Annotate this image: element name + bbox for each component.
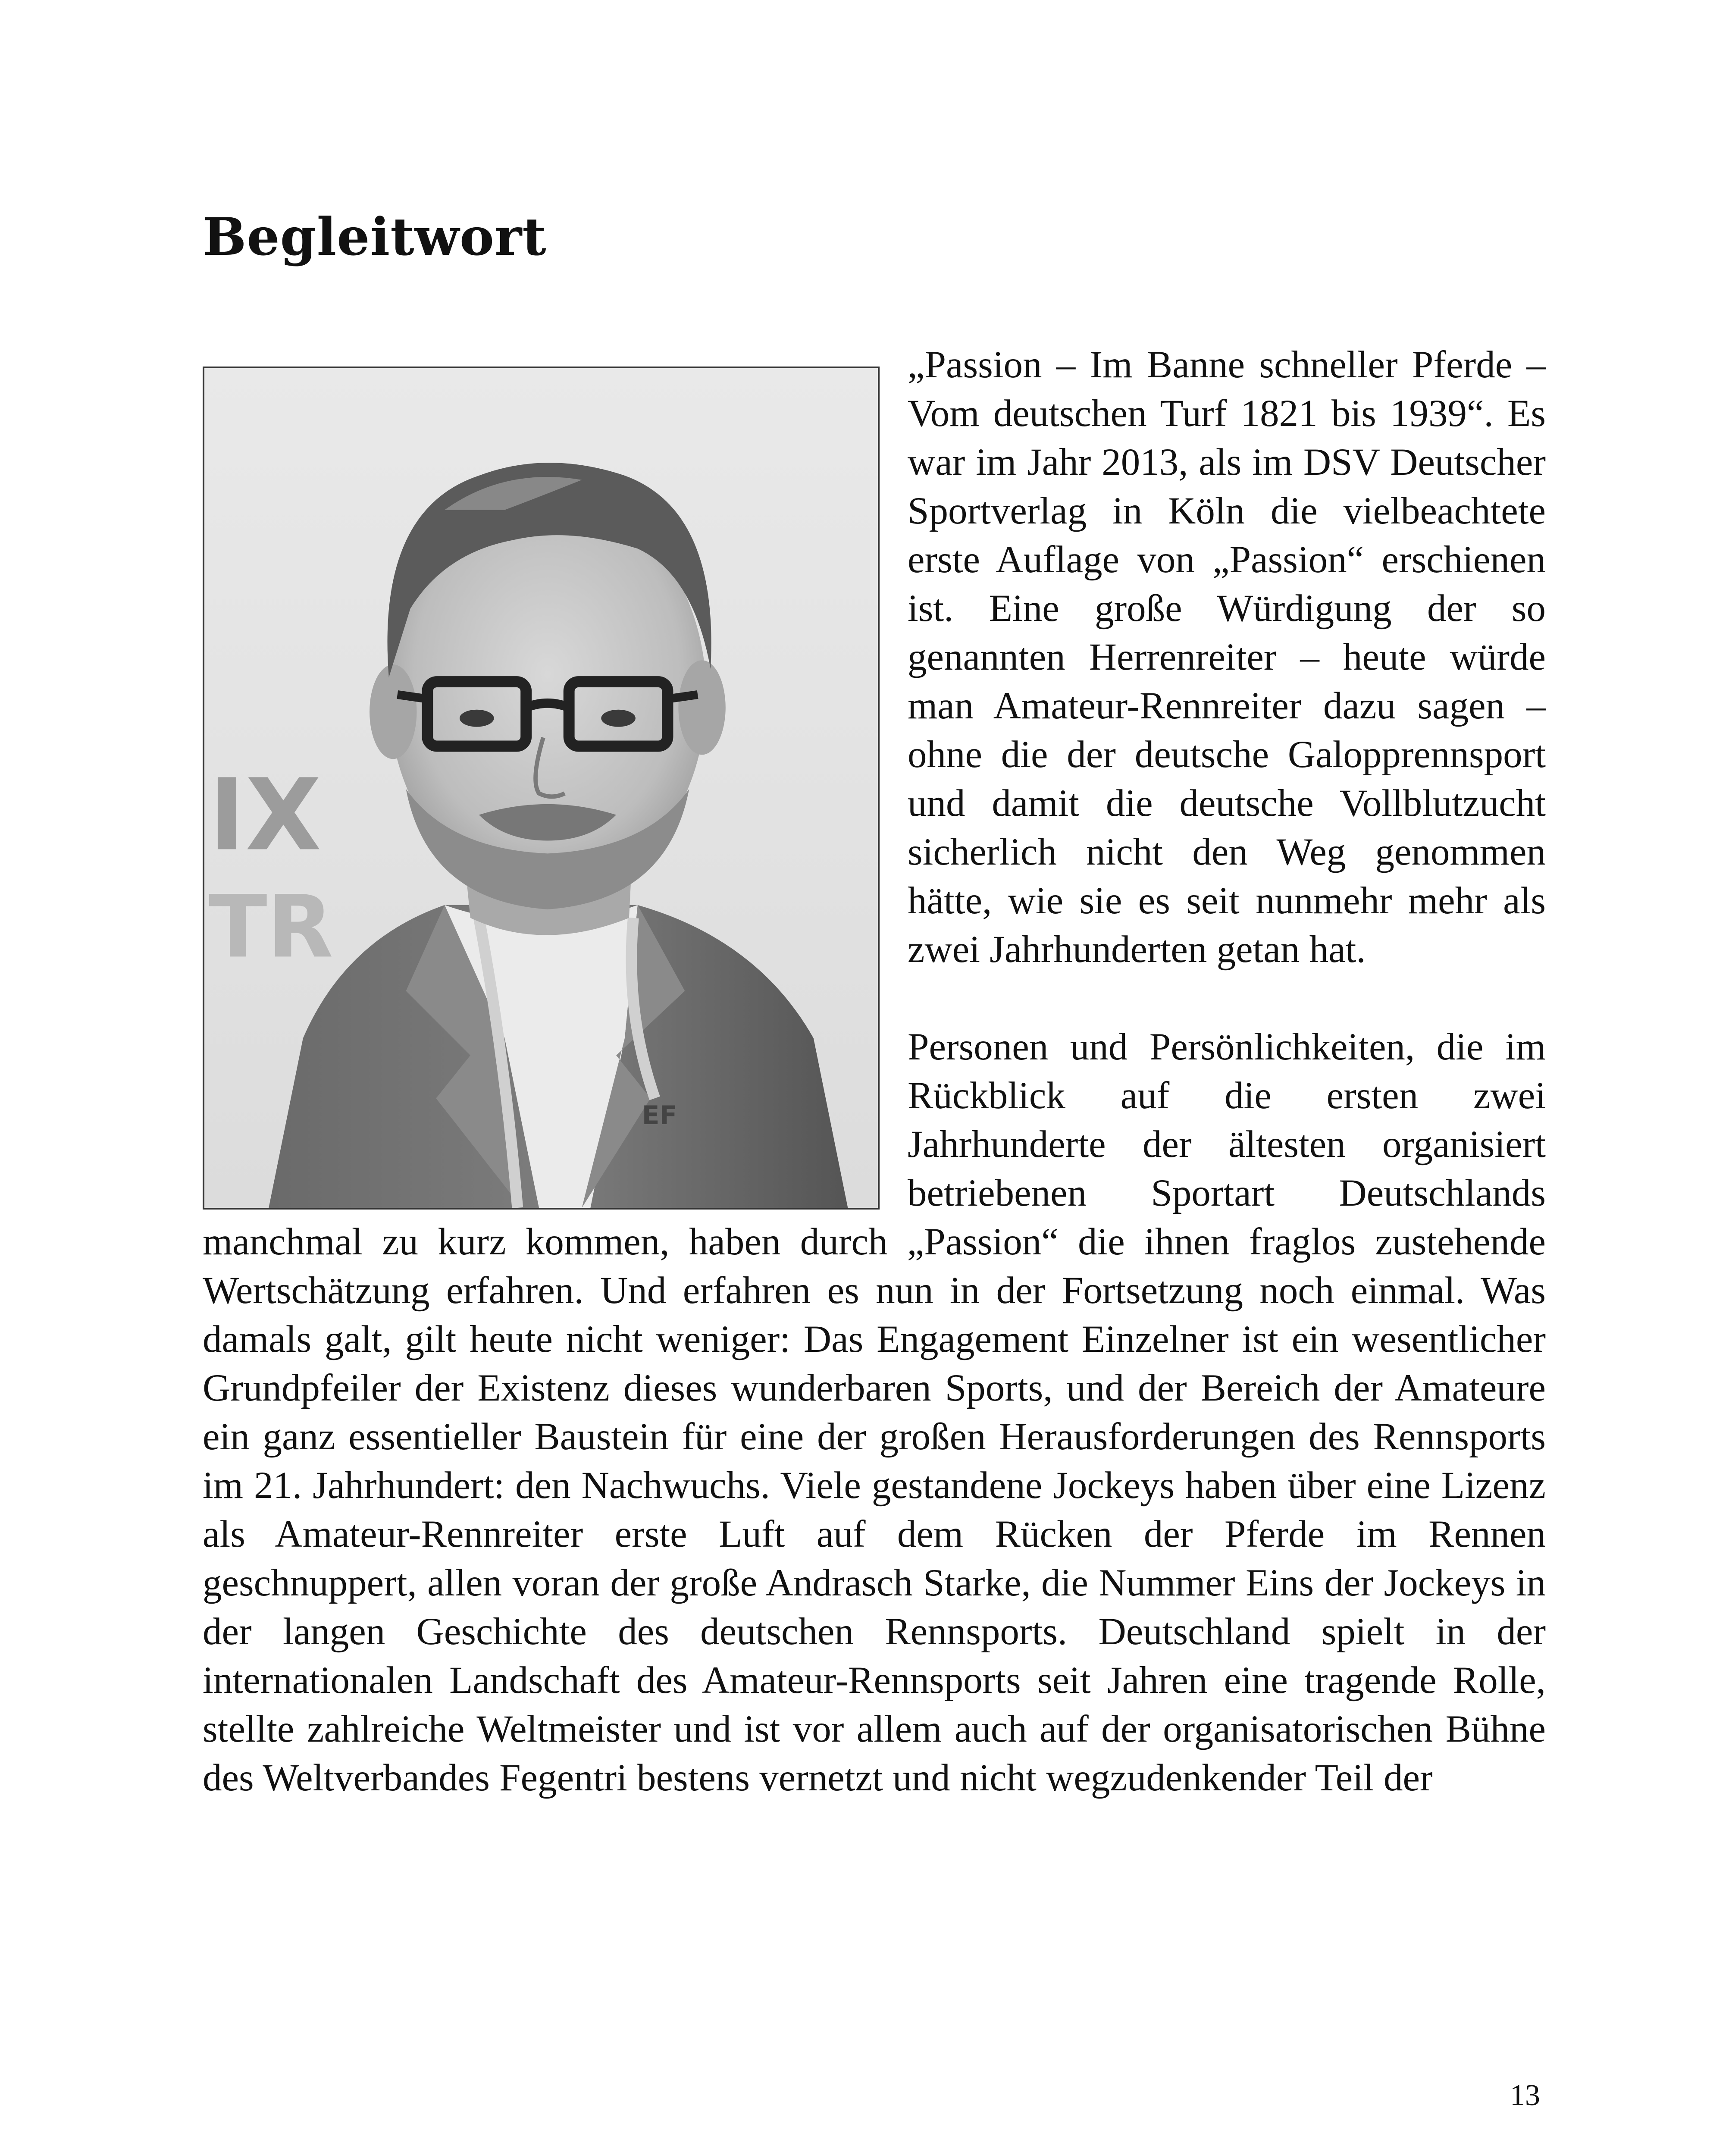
page-title: Begleitwort <box>203 207 547 267</box>
backdrop-letters: IX <box>208 757 322 873</box>
page-number: 13 <box>1510 2079 1540 2112</box>
lanyard-text: EF <box>642 1100 677 1131</box>
backdrop-letters-2: TR <box>208 877 333 977</box>
body-text <box>203 341 1546 1851</box>
portrait-photo <box>204 368 878 1208</box>
paragraph-1: „Passion – Im Banne schneller Pferde – Vom deutschen Turf 1821 bis 1939“. Es war im Jahr 2013, als im DSV Deutscher Sportverlag in Köln die vielbeachtete erste Auflage von „Passion“ erschienen ist. Eine große Würdigung der so genannten Herrenreiter – heute würde man Amateur-Rennreiter dazu sagen – ohne die der deutsche Galopprennsport und damit die deutsche Vollblutzucht sicherlich nicht den Weg genommen hätte, wie sie es seit nunmehr mehr als zwei Jahrhunderten getan hat. <box>908 344 1546 971</box>
paragraph-2: Personen und Persönlichkeiten, die im Rückblick auf die ersten zwei Jahrhunderte der ältesten organisiert betriebenen Sportart Deutschlands manchmal zu kurz kommen, haben durch „Passion“ die ihnen fraglos zustehende Wertschätzung erfahren. Und erfahren es nun in der Fortsetzung noch einmal. Was damals galt, gilt heute nicht weniger: Das Engagement Einzelner ist ein wesentlicher Grundpfeiler der Existenz dieses wunderbaren Sports, und der Bereich der Amateure ein ganz essentieller Baustein für eine der großen Herausforderungen des Rennsports im 21. Jahrhundert: den Nachwuchs. Viele gestandene Jockeys haben über eine Lizenz als Amateur-Rennreiter erste Luft auf dem Rücken der Pferde im Rennen geschnuppert, allen voran der große Andrasch Starke, die Nummer Eins der Jockeys in der langen Geschichte des deutschen Rennsports. Deutschland spielt in der internationalen Landschaft des Amateur-Rennsports seit Jahren eine tragende Rolle, stellte zahlreiche Weltmeister und ist vor allem auch auf der organisatorischen Bühne des Weltverbandes Fegentri bestens vernetzt und nicht wegzudenkender Teil der <box>203 1026 1546 1799</box>
author-portrait <box>203 367 880 1210</box>
